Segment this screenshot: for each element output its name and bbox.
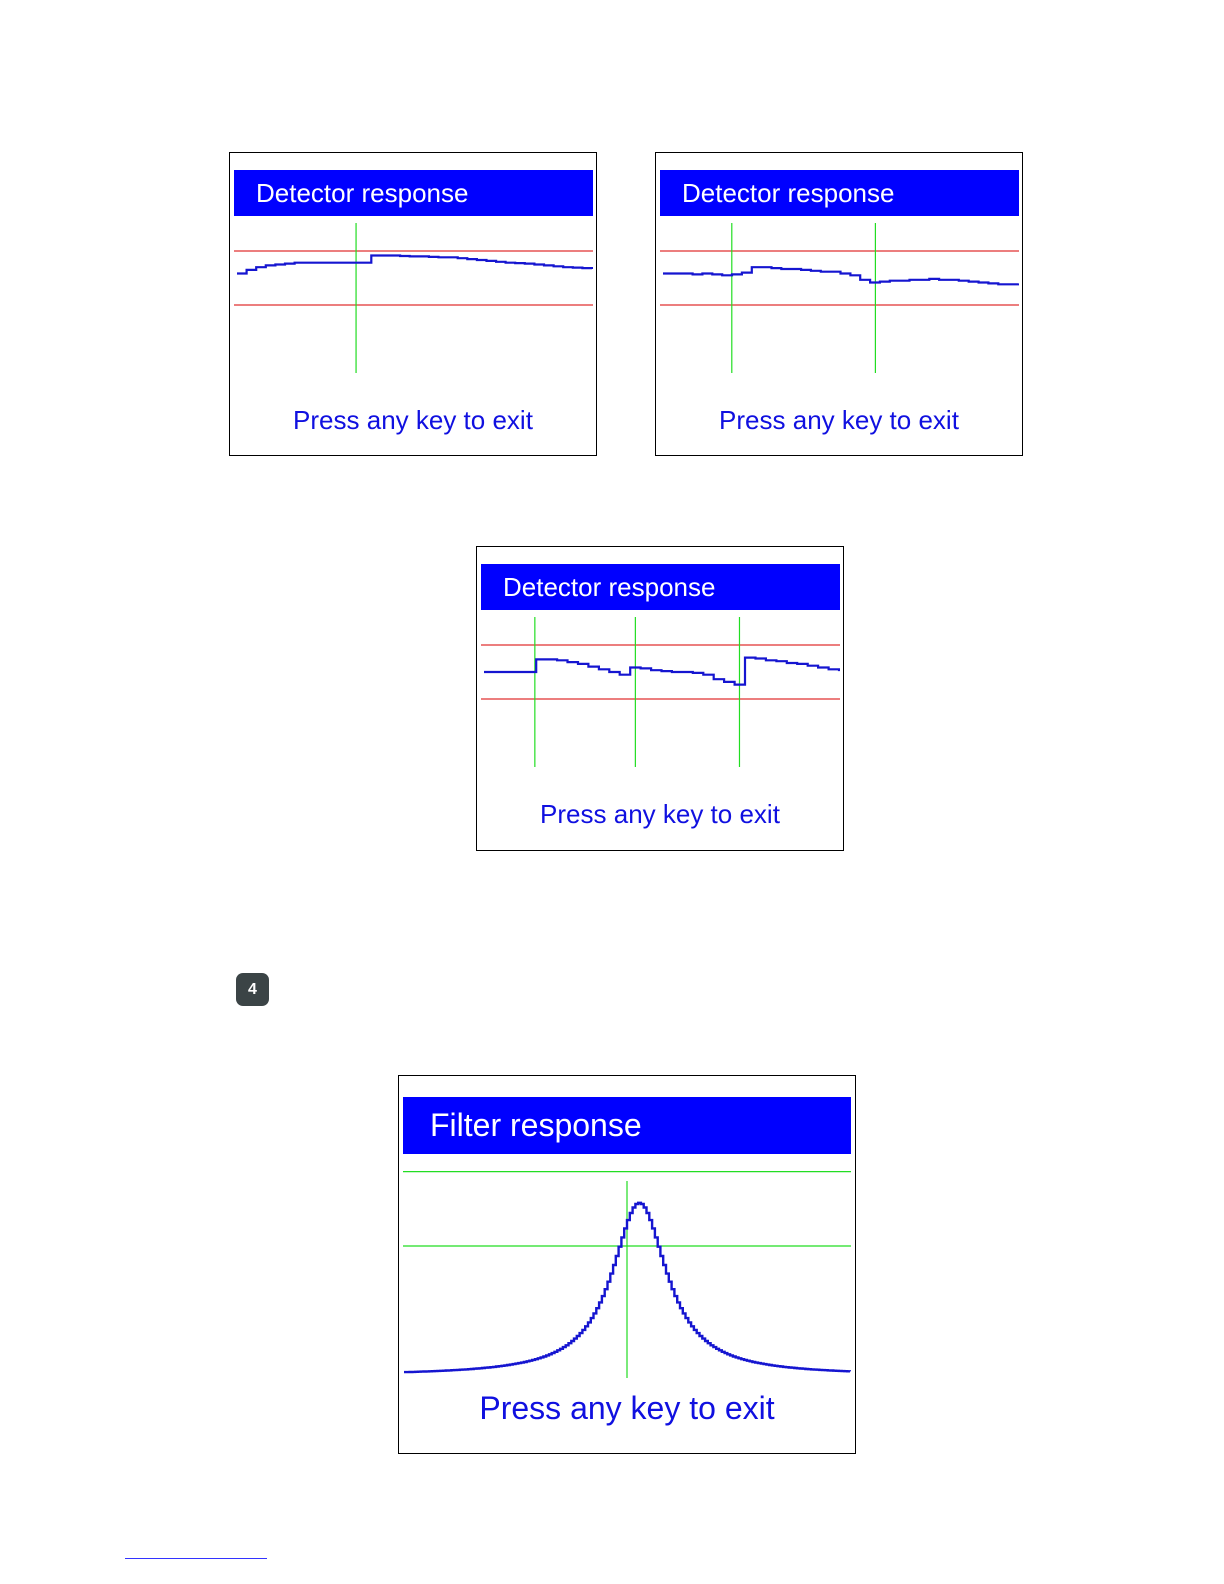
screen-title: Detector response <box>234 170 593 216</box>
exit-prompt: Press any key to exit <box>540 799 780 829</box>
step-number-badge: 4 <box>236 973 269 1006</box>
response-trace <box>484 658 839 685</box>
footer-rule <box>125 1558 267 1559</box>
detector-response-screen-3 <box>476 546 844 851</box>
detector-response-plot <box>660 223 1019 403</box>
filter-response-plot <box>403 1166 851 1381</box>
detector-response-screen-2 <box>655 152 1023 456</box>
exit-prompt: Press any key to exit <box>293 405 533 435</box>
screen-title: Detector response <box>660 170 1019 216</box>
detector-response-plot <box>234 223 593 403</box>
filter-response-screen <box>398 1075 856 1454</box>
detector-response-screen-1 <box>229 152 597 456</box>
exit-prompt: Press any key to exit <box>719 405 959 435</box>
screen-title: Filter response <box>403 1097 851 1154</box>
screen-title: Detector response <box>481 564 840 610</box>
response-trace <box>237 256 592 274</box>
exit-prompt: Press any key to exit <box>479 1390 775 1426</box>
detector-response-plot <box>481 617 840 797</box>
response-trace <box>663 267 1018 284</box>
